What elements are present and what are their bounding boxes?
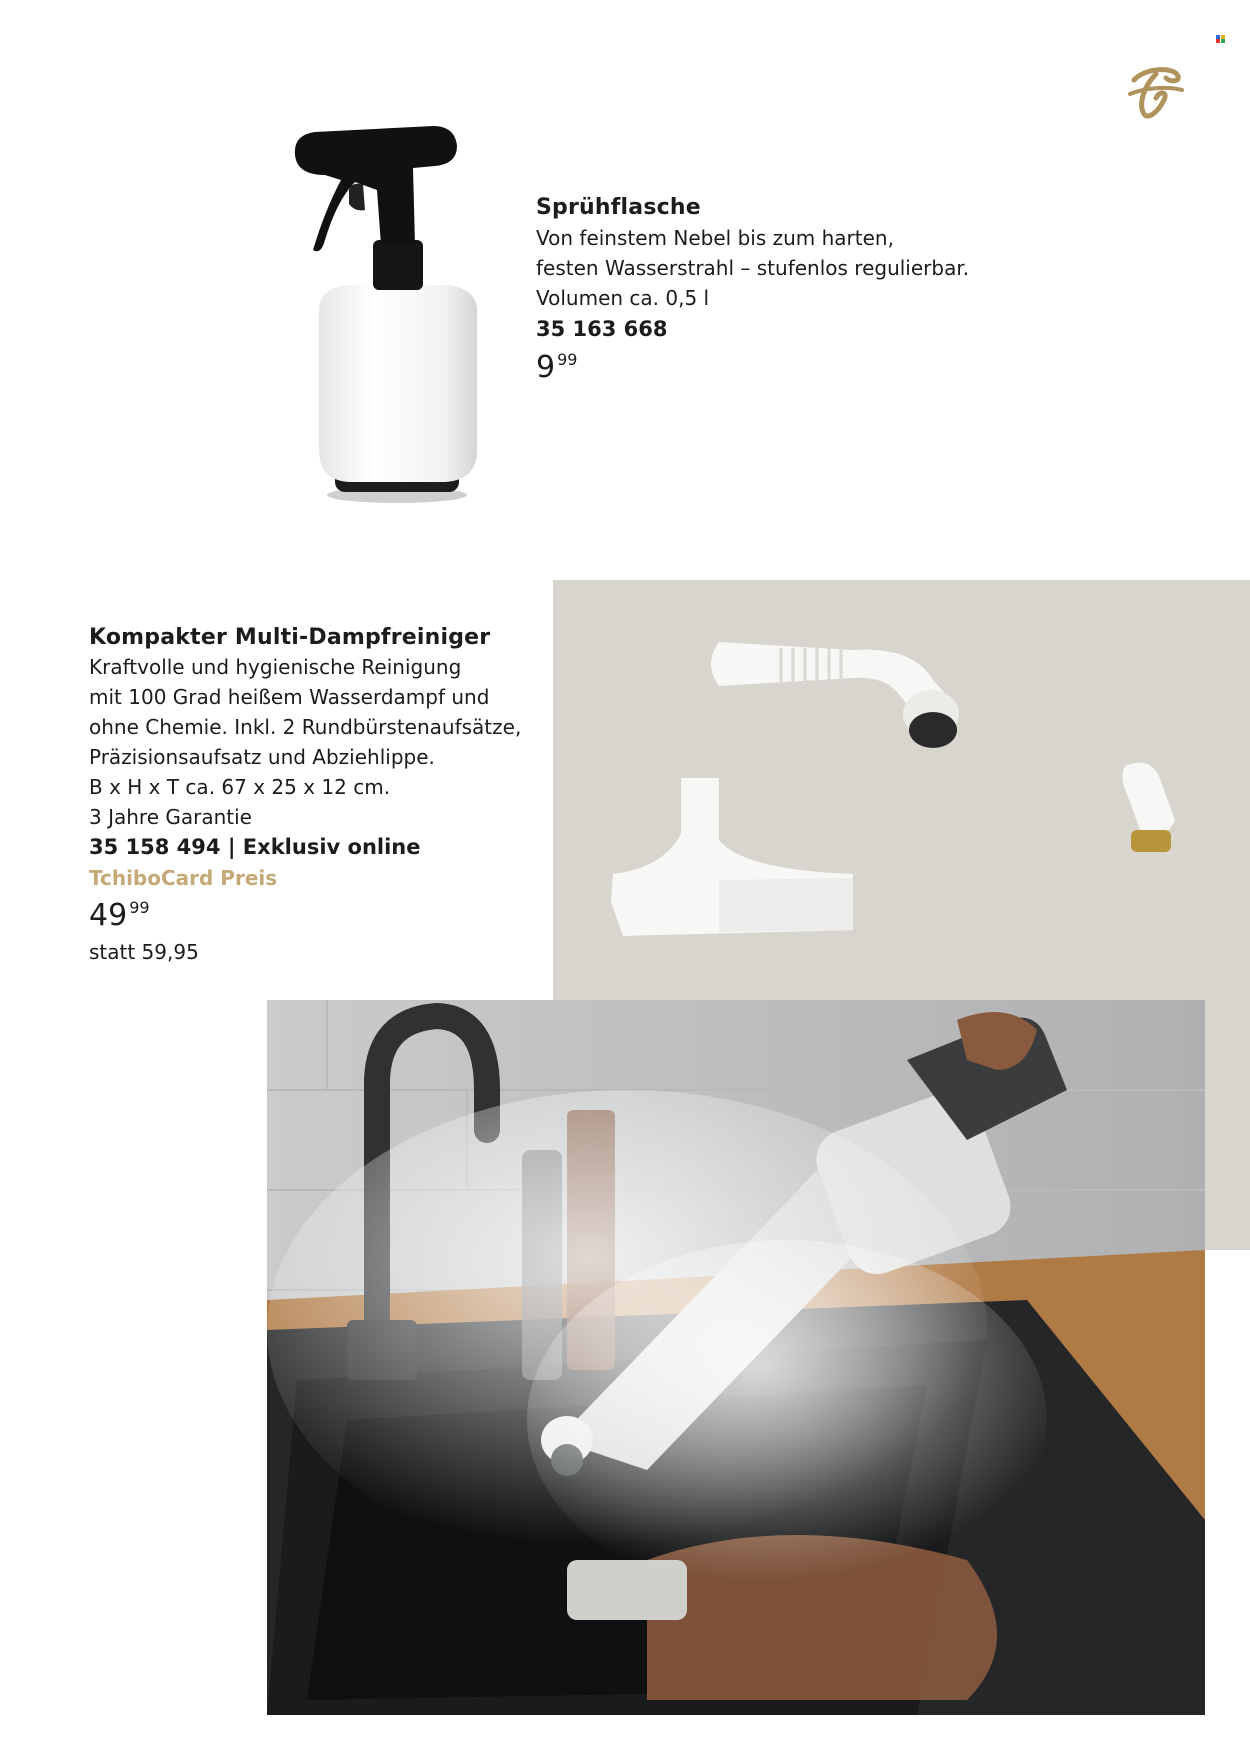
- description-line: Kraftvolle und hygienische Reinigung: [89, 655, 462, 679]
- dot-green: [1221, 39, 1225, 43]
- product-2-description: [89, 652, 521, 832]
- description-line: Von feinstem Nebel bis zum harten,: [536, 226, 894, 250]
- tchibo-logo: [1126, 60, 1186, 124]
- photo-illustration: [267, 1000, 1205, 1715]
- description-line: B x H x T ca. 67 x 25 x 12 cm.: [89, 775, 391, 799]
- description-line: ohne Chemie. Inkl. 2 Rundbürstenaufsätze,: [89, 715, 522, 739]
- kitchen-sink-steam-photo: [267, 1000, 1205, 1715]
- description-line: Präzisionsaufsatz und Abziehlippe.: [89, 745, 435, 769]
- product-2-price: [89, 898, 150, 933]
- tchibocard-label: TchiboCard Preis: [89, 866, 278, 890]
- product-2-article-line: 35 158 494 | Exklusiv online: [89, 835, 421, 859]
- product-1-price: [536, 350, 577, 385]
- old-price: statt 59,95: [89, 940, 199, 964]
- product-1-article-number: 35 163 668: [536, 317, 668, 341]
- steam-cleaner-attachments-icon: [553, 580, 1250, 1000]
- dot-red: [1216, 39, 1220, 43]
- product-1-description: [536, 223, 969, 313]
- description-line: Volumen ca. 0,5 l: [536, 286, 710, 310]
- description-line: mit 100 Grad heißem Wasserdampf und: [89, 685, 490, 709]
- description-line: festen Wasserstrahl – stufenlos regulierbar.: [536, 256, 970, 280]
- price-main: 49: [89, 898, 128, 933]
- product-2-title: Kompakter Multi-Dampfreiniger: [89, 625, 491, 650]
- price-cents: 99: [129, 898, 150, 917]
- price-cents: 99: [557, 350, 578, 369]
- description-line: 3 Jahre Garantie: [89, 805, 252, 829]
- brand-dots: [1216, 35, 1226, 43]
- spray-bottle-icon: [285, 120, 505, 510]
- product-1-title: Sprühflasche: [536, 195, 701, 220]
- price-main: 9: [536, 350, 556, 385]
